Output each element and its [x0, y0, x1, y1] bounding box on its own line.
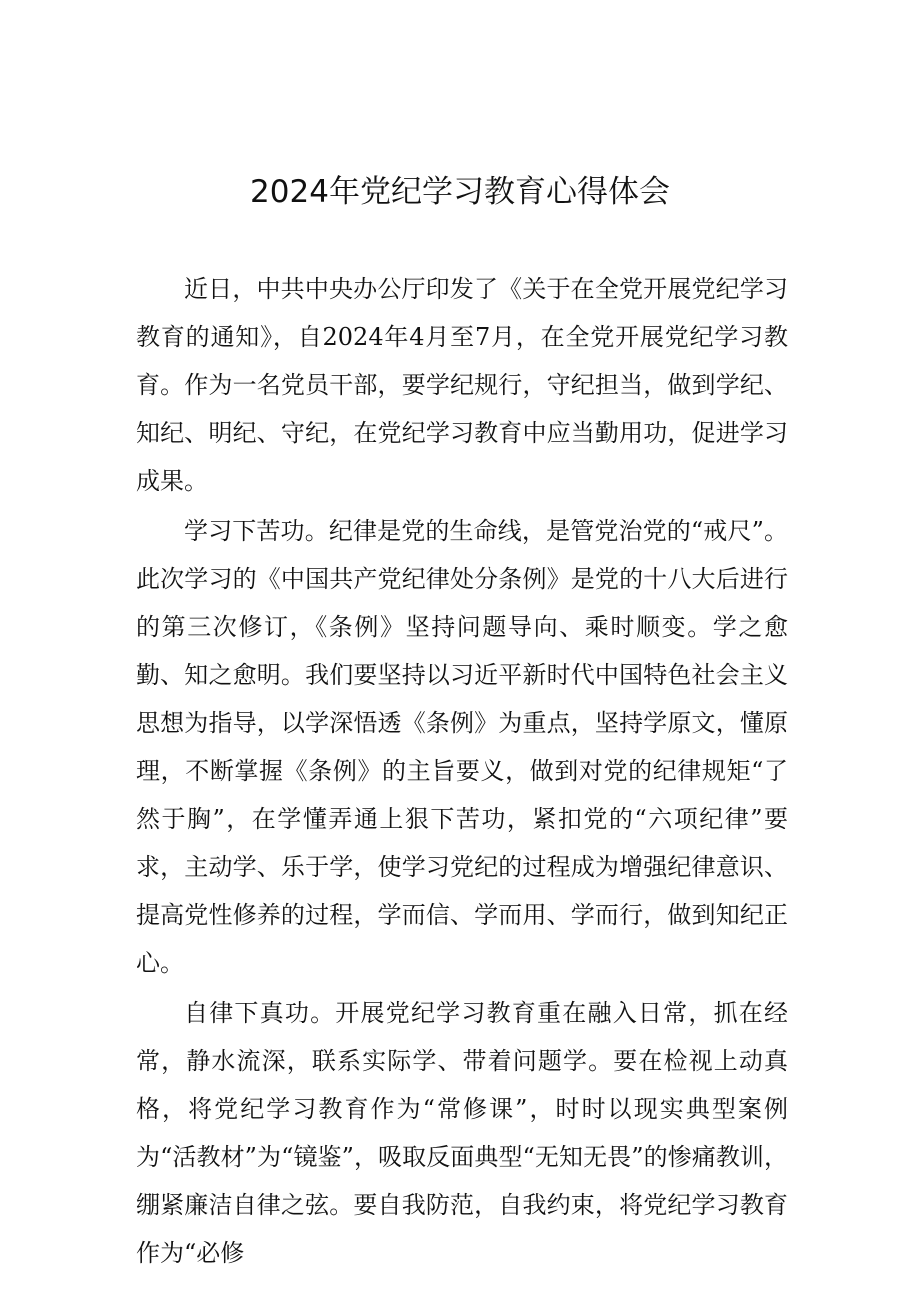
paragraph-self-discipline: 自律下真功。开展党纪学习教育重在融入日常，抓在经常，静水流深，联系实际学、带着问题学。要在检视上动真格，将党纪学习教育作为“常修课”，时时以现实典型案例为“活教材”为“镜鉴”，吸取反面典型“无知无畏”的惨痛教训，绷紧廉洁自律之弦。要自我防范，自我约束，将党纪学习教育作为“必修	[136, 999, 788, 1267]
paragraph-study: 学习下苦功。纪律是党的生命线，是管党治党的“戒尺”。此次学习的《中国共产党纪律处分条例》是党的十八大后进行的第三次修订，《条例》坚持问题导向、乘时顺变。学之愈勤、知之愈明。我们要坚持以习近平新时代中国特色社会主义思想为指导，以学深悟透《条例》为重点，坚持学原文，懂原理，不断掌握《条例》的主旨要义，做到对党的纪律规矩“了然于胸”，在学懂弄通上狠下苦功，紧扣党的“六项纪律”要求，主动学、乐于学，使学习党纪的过程成为增强纪律意识、提高党性修养的过程，学而信、学而用、学而行，做到知纪正心。	[136, 517, 788, 977]
document-body	[136, 265, 788, 1279]
document-title: 2024年党纪学习教育心得体会	[250, 174, 670, 210]
paragraph-intro: 近日，中共中央办公厅印发了《关于在全党开展党纪学习教育的通知》，自2024年4月至7月，在全党开展党纪学习教育。作为一名党员干部，要学纪规行，守纪担当，做到学纪、知纪、明纪、守纪，在党纪学习教育中应当勤用功，促进学习成果。	[136, 275, 788, 495]
